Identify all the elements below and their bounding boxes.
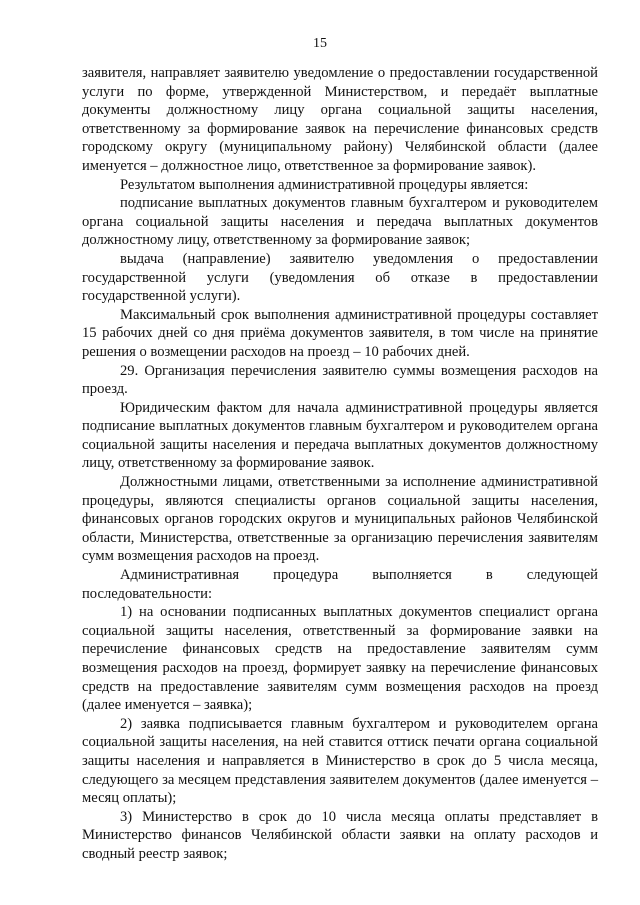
paragraph-step-3: 3) Министерство в срок до 10 числа месяца оплаты представляет в Министерство финансов Челябинской области заявки на оплату расходов и сводный реестр заявок; [82, 808, 598, 862]
paragraph-step-1: 1) на основании подписанных выплатных документов специалист органа социальной защиты населения, ответственный за формирование заявки на перечисление финансовых средств на предоставление заявителям сумм возмещения расходов на проезд, формирует заявку на перечисление финансовых средств на предоставление заявителям сумм возмещения расходов на проезд (далее именуется – заявка); [82, 604, 598, 714]
paragraph-legal-fact: Юридическим фактом для начала административной процедуры является подписание выплатных документов главным бухгалтером и руководителем органа социальной защиты населения и передача выплатных документов должностному лицу, ответственному за формирование заявок. [82, 399, 598, 472]
paragraph-max-term: Максимальный срок выполнения административной процедуры составляет 15 рабочих дней со дня приёма документов заявителя, в том числе на принятие решения о возмещении расходов на проезд – 10 рабочих дней. [82, 306, 598, 360]
document-body [82, 64, 598, 864]
paragraph-sequence-intro: Административная процедура выполняется в следующей последовательности: [82, 567, 598, 602]
paragraph-section-29: 29. Организация перечисления заявителю суммы возмещения расходов на проезд. [82, 362, 598, 398]
paragraph-result-intro: Результатом выполнения административной процедуры является: [120, 176, 529, 193]
paragraph-continuation: заявителя, направляет заявителю уведомление о предоставлении государственной услуги по форме, утвержденной Министерством, и передаёт выплатные документы должностному лицу органа социальной защиты населения, ответственному за формирование заявок на перечисление финансовых средств городскому округу (муниципальному району) Челябинской области (далее именуется – должностное лицо, ответственное за формирование заявок). [82, 65, 598, 174]
paragraph-result-notice: выдача (направление) заявителю уведомления о предоставлении государственной услуги (уведомления об отказе в предоставлении государственной услуги). [82, 250, 598, 305]
paragraph-step-2: 2) заявка подписывается главным бухгалтером и руководителем органа социальной защиты населения, на ней ставится оттиск печати органа социальной защиты населения и направляется в Министерство в срок до 5 числа месяца, следующего за месяцем представления заявителем документов (далее именуется – месяц оплаты); [82, 715, 598, 807]
page-number: 15 [313, 36, 327, 51]
paragraph-result-signing: подписание выплатных документов главным бухгалтером и руководителем органа социальной защиты населения и передача выплатных документов должностному лицу, ответственному за формирование заявок; [82, 195, 598, 249]
paragraph-officials: Должностными лицами, ответственными за исполнение административной процедуры, являются специалисты органов социальной защиты населения, финансовых органов городских округов и муниципальных районов Челябинской области, Министерства, ответственные за организацию перечисления заявителям сумм возмещения расходов на проезд. [82, 474, 598, 565]
